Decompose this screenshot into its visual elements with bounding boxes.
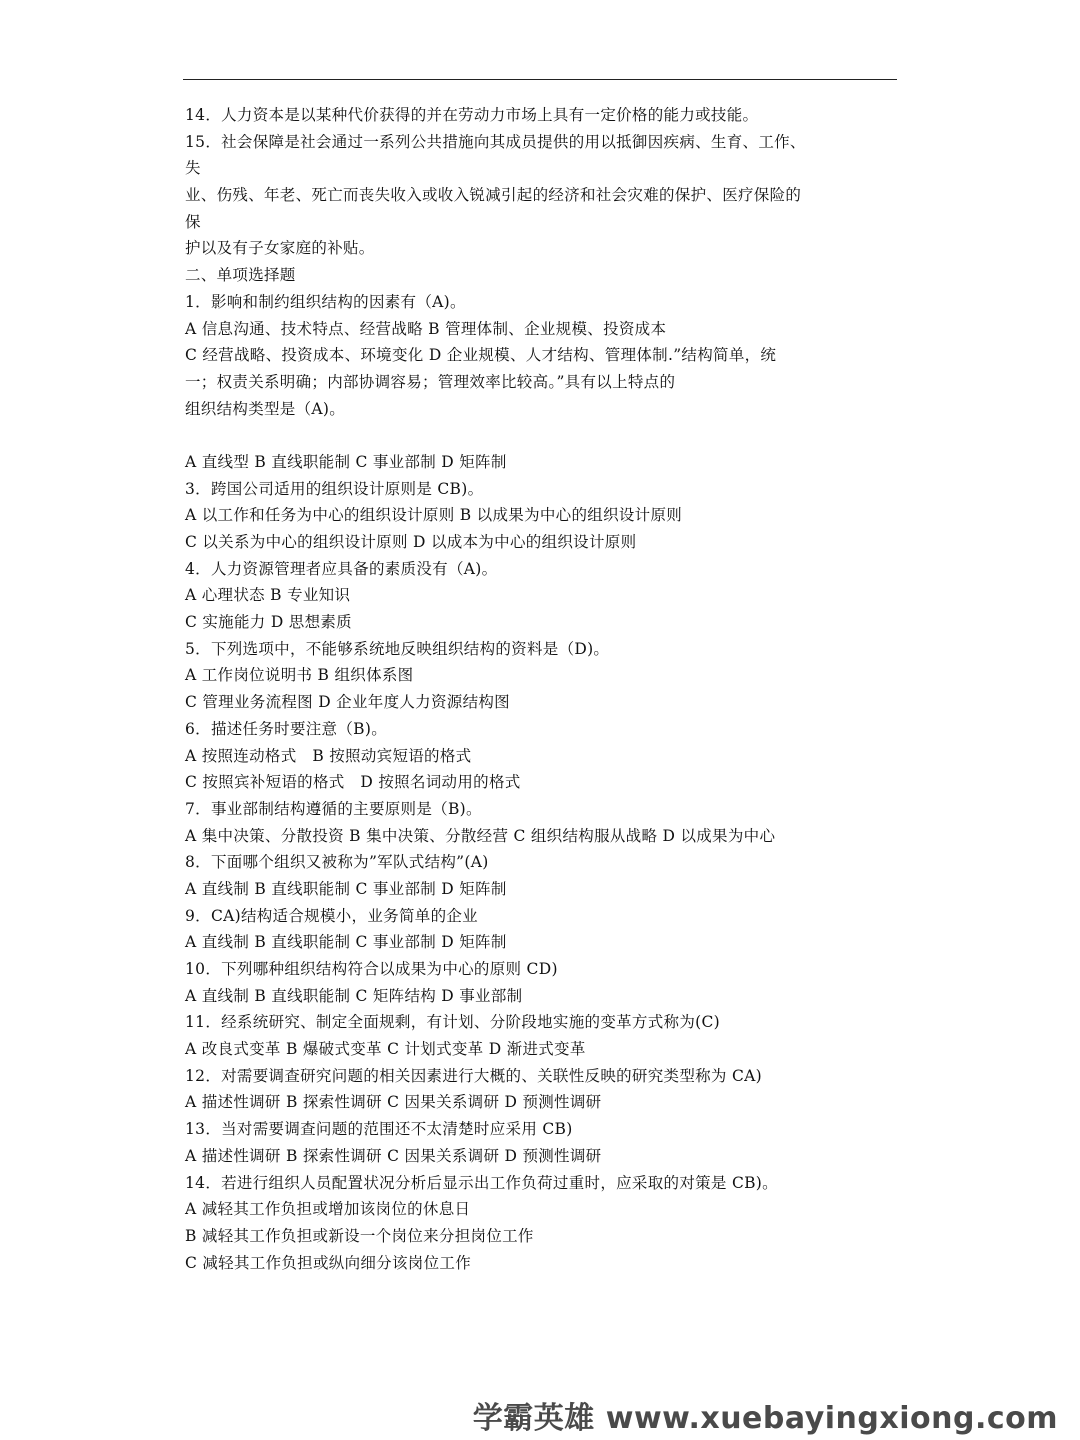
question-line: 11．经系统研究、制定全面规剩，有计划、分阶段地实施的变革方式称为(C): [185, 1013, 720, 1032]
text-line: 保: [185, 212, 201, 231]
option-line: A 改良式变革 B 爆破式变革 C 计划式变革 D 渐进式变革: [185, 1040, 586, 1059]
question-line: 4．人力资源管理者应具备的素质没有（A)。: [185, 559, 498, 578]
option-line: C 管理业务流程图 D 企业年度人力资源结构图: [185, 693, 510, 712]
option-line: A 描述性调研 B 探索性调研 C 因果关系调研 D 预测性调研: [185, 1093, 602, 1112]
question-line: 14．若进行组织人员配置状况分析后显示出工作负荷过重时，应采取的对策是 CB)。: [185, 1173, 778, 1192]
option-line: A 描述性调研 B 探索性调研 C 因果关系调研 D 预测性调研: [185, 1146, 602, 1165]
question-line: 3．跨国公司适用的组织设计原则是 CB)。: [185, 479, 484, 498]
option-line: A 心理状态 B 专业知识: [185, 586, 351, 605]
option-line: A 工作岗位说明书 B 组织体系图: [185, 666, 414, 685]
question-line: 8．下面哪个组织又被称为”军队式结构”(A): [185, 853, 489, 872]
question-line: 7．事业部制结构遵循的主要原则是（B)。: [185, 799, 482, 818]
text-line: 14．人力资本是以某种代价获得的并在劳动力市场上具有一定价格的能力或技能。: [185, 106, 759, 124]
option-line: A 直线制 B 直线职能制 C 矩阵结构 D 事业部制: [185, 986, 523, 1005]
header-rule: [183, 79, 897, 80]
question-line: 9．CA)结构适合规模小，业务简单的企业: [185, 906, 478, 925]
question-line: 13．当对需要调查问题的范围还不太清楚时应采用 CB): [185, 1120, 573, 1139]
option-line: C 减轻其工作负担或纵向细分该岗位工作: [185, 1253, 471, 1272]
section-heading: 二、单项选择题: [185, 266, 296, 285]
option-line: A 直线制 B 直线职能制 C 事业部制 D 矩阵制: [185, 879, 507, 898]
document-body: [185, 102, 897, 1276]
text-line: 护以及有子女家庭的补贴。: [185, 239, 375, 258]
option-line: C 实施能力 D 思想素质: [185, 613, 352, 632]
text-line: 15．社会保障是社会通过一系列公共措施向其成员提供的用以抵御因疾病、生育、工作、: [185, 132, 806, 151]
option-line: A 减轻其工作负担或增加该岗位的休息日: [185, 1200, 471, 1219]
site-watermark: 学霸英雄 www.xuebayingxiong.com: [472, 1401, 1058, 1436]
option-line: C 按照宾补短语的格式 D 按照名词动用的格式: [185, 773, 521, 792]
option-line: A 直线制 B 直线职能制 C 事业部制 D 矩阵制: [185, 933, 507, 952]
blank-line: [185, 422, 897, 449]
option-line: A 直线型 B 直线职能制 C 事业部制 D 矩阵制: [185, 452, 507, 471]
option-line: A 以工作和任务为中心的组织设计原则 B 以成果为中心的组织设计原则: [185, 506, 683, 525]
option-line: A 集中决策、分散投资 B 集中决策、分散经营 C 组织结构服从战略 D 以成果为中心: [185, 826, 776, 845]
text-line: 一；权责关系明确；内部协调容易；管理效率比较高。”具有以上特点的: [185, 372, 676, 391]
option-line: B 减轻其工作负担或新设一个岗位来分担岗位工作: [185, 1226, 534, 1245]
question-line: 组织结构类型是（A)。: [185, 399, 346, 418]
option-line: A 按照连动格式 B 按照动宾短语的格式: [185, 746, 472, 765]
question-line: 5．下列选项中，不能够系统地反映组织结构的资料是（D)。: [185, 639, 610, 658]
question-line: 1．影响和制约组织结构的因素有（A)。: [185, 292, 466, 311]
question-line: 10．下列哪种组织结构符合以成果为中心的原则 CD): [185, 960, 558, 978]
text-line: 业、伤残、年老、死亡而丧失收入或收入锐减引起的经济和社会灾难的保护、医疗保险的: [185, 186, 802, 205]
question-line: 6．描述任务时要注意（B)。: [185, 719, 387, 738]
option-line: A 信息沟通、技术特点、经营战略 B 管理体制、企业规模、投资成本: [185, 319, 667, 338]
option-line: C 以关系为中心的组织设计原则 D 以成本为中心的组织设计原则: [185, 533, 637, 551]
option-line: C 经营战略、投资成本、环境变化 D 企业规模、人才结构、管理体制.”结构简单，统: [185, 346, 777, 365]
text-line: 失: [185, 159, 201, 178]
question-line: 12．对需要调查研究问题的相关因素进行大概的、关联性反映的研究类型称为 CA): [185, 1066, 762, 1085]
